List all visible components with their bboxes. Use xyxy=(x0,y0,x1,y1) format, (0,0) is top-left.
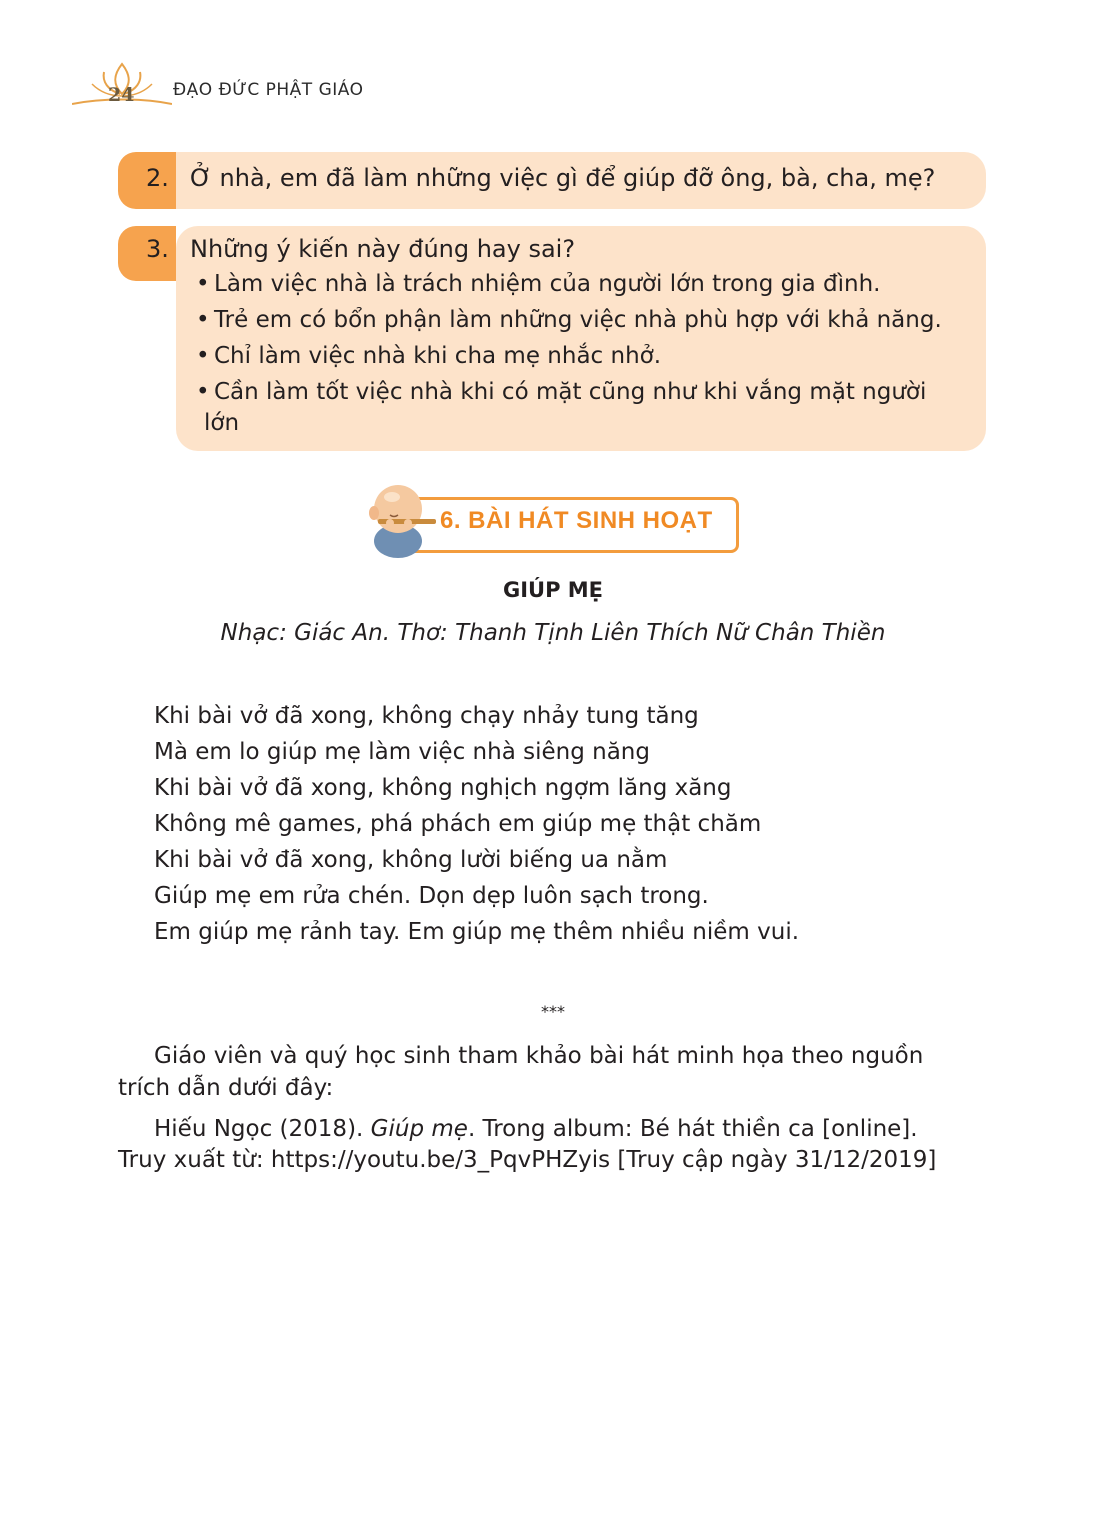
lyric-line: Giúp mẹ em rửa chén. Dọn dẹp luôn sạch trong. xyxy=(154,883,709,909)
question-3-number: 3. xyxy=(146,235,169,263)
bullet-text: Chỉ làm việc nhà khi cha mẹ nhắc nhở. xyxy=(214,343,662,369)
song-credit: Nhạc: Giác An. Thơ: Thanh Tịnh Liên Thích Nữ Chân Thiền xyxy=(220,620,886,646)
lyric-line: Khi bài vở đã xong, không chạy nhảy tung tăng xyxy=(154,703,699,729)
book-title: ĐẠO ĐỨC PHẬT GIÁO xyxy=(173,80,364,100)
page-number: 24 xyxy=(108,84,135,106)
question-2-text: Ở nhà, em đã làm những việc gì để giúp đỡ ông, bà, cha, mẹ? xyxy=(190,164,936,192)
question-3-bullet-continuation: lớn xyxy=(204,410,240,436)
question-3-bullet: • Chỉ làm việc nhà khi cha mẹ nhắc nhở. xyxy=(196,343,662,369)
question-3-bullet: • Cần làm tốt việc nhà khi có mặt cũng như khi vắng mặt người xyxy=(196,379,927,405)
citation-rest: . Trong album: Bé hát thiền ca [online]. xyxy=(467,1116,918,1142)
bullet-text: Cần làm tốt việc nhà khi có mặt cũng như khi vắng mặt người xyxy=(214,379,927,405)
lyric-line: Không mê games, phá phách em giúp mẹ thật chăm xyxy=(154,811,762,837)
citation-source-line: Truy xuất từ: https://youtu.be/3_PqvPHZyis [Truy cập ngày 31/12/2019] xyxy=(118,1147,937,1173)
lyric-line: Khi bài vở đã xong, không nghịch ngợm lăng xăng xyxy=(154,775,732,801)
reference-intro-line: Giáo viên và quý học sinh tham khảo bài hát minh họa theo nguồn xyxy=(154,1043,924,1069)
reference-intro-line: trích dẫn dưới đây: xyxy=(118,1075,334,1101)
question-3-bullet: • Làm việc nhà là trách nhiệm của người lớn trong gia đình. xyxy=(196,271,881,297)
question-3-bullet: • Trẻ em có bổn phận làm những việc nhà phù hợp với khả năng. xyxy=(196,307,942,333)
lyric-line: Em giúp mẹ rảnh tay. Em giúp mẹ thêm nhiều niềm vui. xyxy=(154,919,800,945)
question-3-text: Những ý kiến này đúng hay sai? xyxy=(190,235,576,263)
bullet-text: Làm việc nhà là trách nhiệm của người lớn trong gia đình. xyxy=(214,271,881,297)
section-divider: *** xyxy=(541,1002,565,1021)
bullet-text: Trẻ em có bổn phận làm những việc nhà phù hợp với khả năng. xyxy=(214,307,942,333)
section-banner-label: 6. BÀI HÁT SINH HOẠT xyxy=(440,507,713,534)
citation-line xyxy=(154,1116,918,1142)
lyric-line: Khi bài vở đã xong, không lười biếng ua nằm xyxy=(154,847,668,873)
monk-child-flute-icon xyxy=(360,475,440,560)
citation-title: Giúp mẹ xyxy=(370,1116,468,1142)
lyric-line: Mà em lo giúp mẹ làm việc nhà siêng năng xyxy=(154,739,650,765)
song-title: GIÚP MẸ xyxy=(502,578,604,602)
citation-author: Hiếu Ngọc (2018). xyxy=(154,1116,371,1142)
question-2-number: 2. xyxy=(146,164,169,192)
